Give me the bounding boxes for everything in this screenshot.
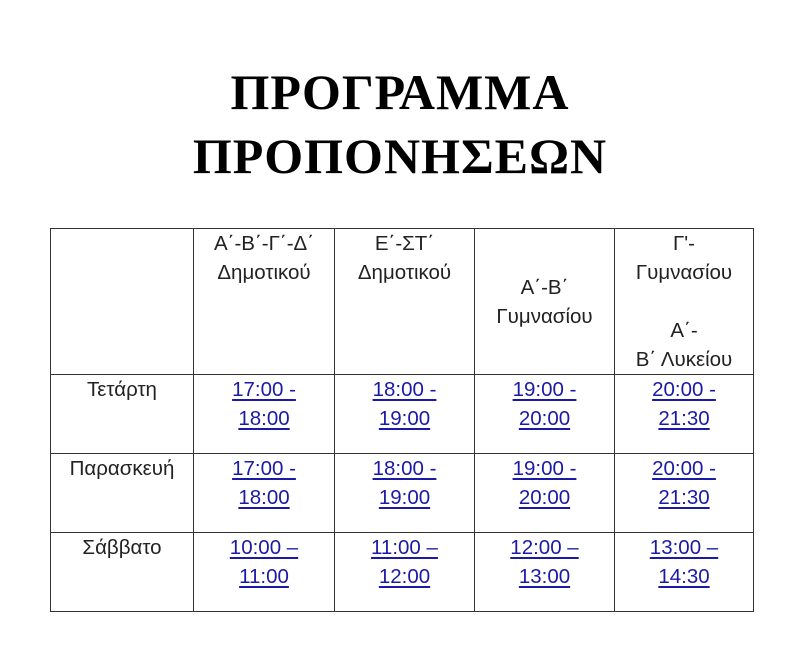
time-link[interactable] [230,536,298,588]
time-start: 10:00 – [229,536,299,559]
header-cell-3 [475,229,615,375]
time-start: 19:00 - [512,378,577,401]
time-cell [335,375,475,454]
header-cell-3-line-2: Γυμνασίου [496,304,593,328]
time-cell [194,533,335,612]
time-link[interactable] [373,457,437,509]
time-cell [475,533,615,612]
time-end: 11:00 [239,565,289,588]
header-cell-4 [615,229,754,375]
time-end: 13:00 [518,565,571,588]
time-end: 18:00 [238,486,290,509]
training-schedule-table [50,228,754,612]
header-cell-1-line-1: Α΄-Β΄-Γ΄-Δ΄ [213,232,315,255]
time-link[interactable] [513,378,577,430]
header-cell-2 [335,229,475,375]
header-cell-1-line-2: Δημοτικού [217,261,311,284]
time-end: 21:30 [658,407,710,430]
time-cell [475,375,615,454]
time-cell [615,454,754,533]
time-start: 12:00 – [510,536,579,559]
time-end: 18:00 [238,407,290,430]
table-row-saturday [51,533,754,612]
time-end: 21:30 [658,486,710,509]
time-cell [475,454,615,533]
header-cell-4-line-1: Γ'- [672,232,696,255]
time-end: 12:00 [378,565,431,588]
time-cell [194,454,335,533]
time-cell [335,533,475,612]
table-row-friday [51,454,754,533]
time-link[interactable] [652,378,716,430]
time-link[interactable] [232,457,296,509]
header-cell-2-line-1: Ε΄-ΣΤ΄ [374,232,435,255]
time-start: 18:00 - [372,457,437,480]
time-end: 19:00 [378,407,431,430]
time-link[interactable] [650,536,718,588]
time-link[interactable] [513,457,577,509]
time-start: 17:00 - [232,378,296,401]
time-start: 11:00 – [371,536,438,559]
day-label: Σάββατο [51,533,194,612]
time-link[interactable] [373,378,437,430]
time-cell [194,375,335,454]
header-cell-4-line-4: Β΄ Λυκείου [635,348,733,371]
time-end: 14:30 [658,565,710,588]
page-title [0,60,800,188]
header-cell-4-line-3: Α΄- [670,319,698,342]
time-end: 19:00 [378,486,431,509]
time-start: 19:00 - [512,457,577,480]
header-cell-1 [194,229,335,375]
table-header-row [51,229,754,375]
day-label: Τετάρτη [51,375,194,454]
time-link[interactable] [371,536,438,588]
time-link[interactable] [652,457,716,509]
header-cell-3-line-1: Α΄-Β΄ [520,275,569,299]
time-end: 20:00 [518,407,571,430]
day-label: Παρασκευή [51,454,194,533]
header-cell-4-line-2: Γυμνασίου [635,261,733,284]
time-start: 17:00 - [232,457,296,480]
time-start: 20:00 - [652,378,716,401]
time-link[interactable] [510,536,578,588]
time-cell [615,375,754,454]
title-line-2: ΠΡΟΠΟΝΗΣΕΩΝ [192,128,608,184]
time-cell [335,454,475,533]
title-line-1: ΠΡΟΓΡΑΜΜΑ [230,64,570,120]
header-empty-cell [51,229,194,375]
time-link[interactable] [232,378,296,430]
time-start: 18:00 - [372,378,437,401]
time-end: 20:00 [518,486,571,509]
header-cell-2-line-2: Δημοτικού [357,261,452,284]
time-start: 20:00 - [652,457,716,480]
time-start: 13:00 – [649,536,719,559]
time-cell [615,533,754,612]
table-row-wednesday [51,375,754,454]
